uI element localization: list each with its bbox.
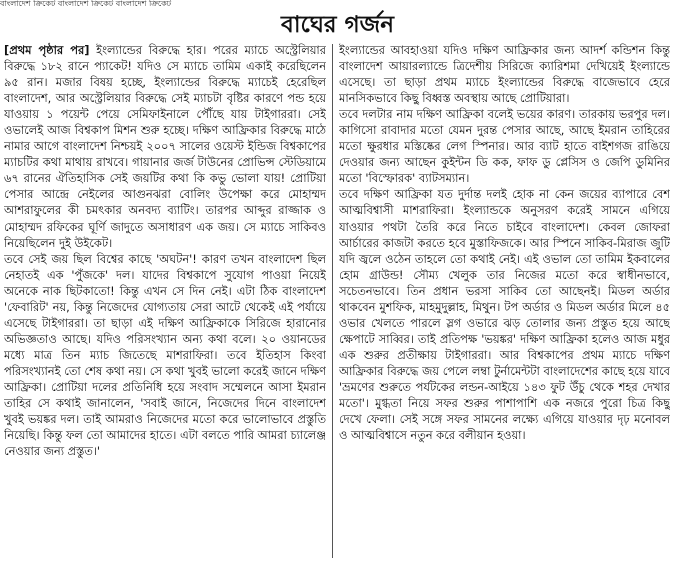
- column-divider: [332, 44, 333, 558]
- article-headline: বাঘের গর্জন: [281, 12, 394, 38]
- left-paragraph-1-text: ইংল্যান্ডের বিরুদ্ধে হার। পরের ম্যাচে অস্ট্রেলিয়ার বিরুদ্ধে ১৮২ রানে প্যাকেট! যদিও সে ম্যাচে তামিম একাই করেছিলেন ৯৫ রান। মজার বিষয় হচ্ছে, ইংল্যান্ডের বিরুদ্ধে ম্যাচেই হেরেছিল বাংলাদেশ, আর অস্ট্রেলিয়ার বিরুদ্ধে সেই ম্যাচটা বৃষ্টির কারণে পন্ড হয়ে যাওয়ায় ১ পয়েন্ট পেয়ে সেমিফাইনালে পৌঁছে যায় টাইগাররা। সেই ওভালেই আজ বিশ্বকাপ মিশন শুরু হচ্ছে। দক্ষিণ আফ্রিকার বিরুদ্ধে মাঠে নামার আগে বাংলাদেশ নিশ্চয়ই ২০০৭ সালের ওয়েস্ট ইন্ডিজ বিশ্বকাপের ম্যাচটির কথা মাথায় রাখবে। গায়ানার জর্জ টাউনের প্রোভিন্স স্টেডিয়ামে ৬৭ রানের ঐতিহাসিক সেই জয়টির কথা কি কভু ভোলা যায়! প্রোটিয়া পেসার আন্দ্রে নেইলের আগুনঝরা বোলিং উপেক্ষা করে মোহাম্মদ আশরাফুলের কী চমৎকার অনবদ্য ব্যাটিং। তারপর আব্দুর রাজ্জাক ও মোহাম্মদ রফিকের ঘূর্ণি জাদুতে অসাধারণ এক জয়। সে ম্যাচে সাকিবও নিয়েছিলেন দুই উইকেট।: [4, 43, 326, 250]
- left-paragraph-1: [4, 42, 326, 251]
- left-column: [4, 42, 326, 561]
- right-column: [339, 42, 670, 561]
- right-paragraph-1: ইংল্যান্ডের আবহাওয়া যদিও দক্ষিণ আফ্রিকার জন্য আদর্শ কন্ডিশন কিন্তু বাংলাদেশ আয়ারল্যান্ডে ত্রিদেশীয় সিরিজে ক্যারিশমা দেখিয়েই ইংল্যান্ডে এসেছে। তা ছাড়া প্রথম ম্যাচে ইংল্যান্ডের বিরুদ্ধে বাজেভাবে হেরে মানসিকভাবে কিছু বিধ্বস্ত অবস্থায় আছে প্রোটিয়ারা।: [339, 43, 670, 106]
- right-paragraph-3: তবে দক্ষিণ আফ্রিকা যত দুর্দান্ত দলই হোক না কেন জয়ের ব্যাপারে বেশ আত্মবিশ্বাসী মাশরাফিরা। ইংল্যান্ডকে অনুসরণ করেই সামনে এগিয়ে যাওয়ার পথটা তৈরি করে নিতে চাইবে বাংলাদেশ। কেবল জোফরা আর্চারের কাজটা করতে হবে মুস্তাফিজকে। আর স্পিনে সাকিব-মিরাজ জুটি যদি জ্বলে ওঠেন তাহলে তো কথাই নেই। এই ওভাল তো তামিম ইকবালের হোম গ্রাউন্ড! সৌম্য খেলুক তার নিজের মতো করে স্বাধীনভাবে, সচেতনভাবে। তিন প্রধান ভরসা সাকিব তো আছেনই। মিডল অর্ডার থাকবেন মুশফিক, মাহমুদুল্লাহ, মিথুন। টপ অর্ডার ও মিডল অর্ডার মিলে ৪৫ ওভার খেলতে পারলে স্লগ ওভারে ঝড় তোলার জন্য প্রস্তুত হয়ে আছে ক্ষেপাটে সাব্বির। তাই প্রতিপক্ষ 'ভয়ঙ্কর' দক্ষিণ আফ্রিকা হলেও আজ মধুর এক শুরুর প্রতীক্ষায় টাইগাররা। আর বিশ্বকাপের প্রথম ম্যাচে দক্ষিণ আফ্রিকার বিরুদ্ধে জয় পেলে লম্বা টুর্নামেন্টটা বাংলাদেশের কাছে হয়ে যাবে 'ভ্রমণের শুরুতে পর্যটকের লন্ডন-আইয়ে ১৪৩ ফুট উঁচু থেকে শহর দেখার মতো'। মুগ্ধতা নিয়ে সফর শুরুর পাশাপাশি এক নজরে পুরো চিত্র কিছু দেখে ফেলা। সেই সঙ্গে সফর সামনের লক্ষ্যে এগিয়ে যাওয়ার দৃঢ় মনোবল ও আত্মবিশ্বাসে নতুন করে বলীয়ান হওয়া।: [339, 187, 670, 443]
- previous-article-strip: বাংলাদেশ ক্রিকেট বাংলাদেশ ক্রিকেট বাংলাদেশ ক্রিকেট: [0, 0, 172, 7]
- continuation-marker: [প্রথম পৃষ্ঠার পর]: [4, 43, 90, 57]
- left-paragraph-2: তবে সেই জয় ছিল বিশ্বের কাছে 'অঘটন'! কারণ তখন বাংলাদেশ ছিল নেহাতই এক 'পুঁজকে' দল। যাদের বিশ্বকাপে সুযোগ পাওয়া নিয়েই অনেকে নাক ছিটকাতো! কিন্তু এখন সে দিন নেই। এটা ঠিক বাংলাদেশ 'ফেবারিট' নয়, কিন্তু নিজেদের যোগ্যতায় সেরা আটে থেকেই এই পর্যায়ে এসেছে টাইগাররা। তা ছাড়া এই দক্ষিণ আফ্রিকাকে সিরিজে হারানোর অভিজ্ঞতাও আছে। যদিও পরিসংখ্যান অন্য কথা বলে। ২০ ওয়ানডের মধ্যে মাত্র তিন ম্যাচ জিতেছে মাশরাফিরা। তবে ইতিহাস কিংবা পরিসংখ্যানই তো শেষ কথা নয়। সে কথা খুবই ভালো করেই জানে দক্ষিণ আফ্রিকা। প্রোটিয়া দলের প্রতিনিধি হয়ে সংবাদ সম্মেলনে আসা ইমরান তাহির সে কথাই জানালেন, 'সবাই জানে, নিজেদের দিনে বাংলাদেশ খুবই ভয়ঙ্কর দল। তাই আমরাও নিজেদের মতো করে ভালোভাবে প্রস্তুতি নিয়েছি। কিন্তু ফল তো আমাদের হাতে। এটা বলতে পারি আমরা চ্যালেঞ্জ নেওয়ার জন্য প্রস্তুত।': [4, 251, 326, 459]
- right-paragraph-2: তবে দলটার নাম দক্ষিণ আফ্রিকা বলেই ভয়ের কারণ। তারকায় ভরপুর দল। কাগিসো রাবাদার মতো যেমন দুরন্ত পেসার আছে, আছে ইমরান তাহিরের মতো ক্ষুরধার মস্তিষ্কের লেগ স্পিনার। আর ব্যাট হাতে বাইশগজ রাঙিয়ে দেওয়ার জন্য আছেন কুইন্টন ডি কক, ফাফ ডু প্লেসিস ও জেপি ডুমিনির মতো 'বিস্ফোরক' ব্যাটসম্যান।: [339, 107, 670, 186]
